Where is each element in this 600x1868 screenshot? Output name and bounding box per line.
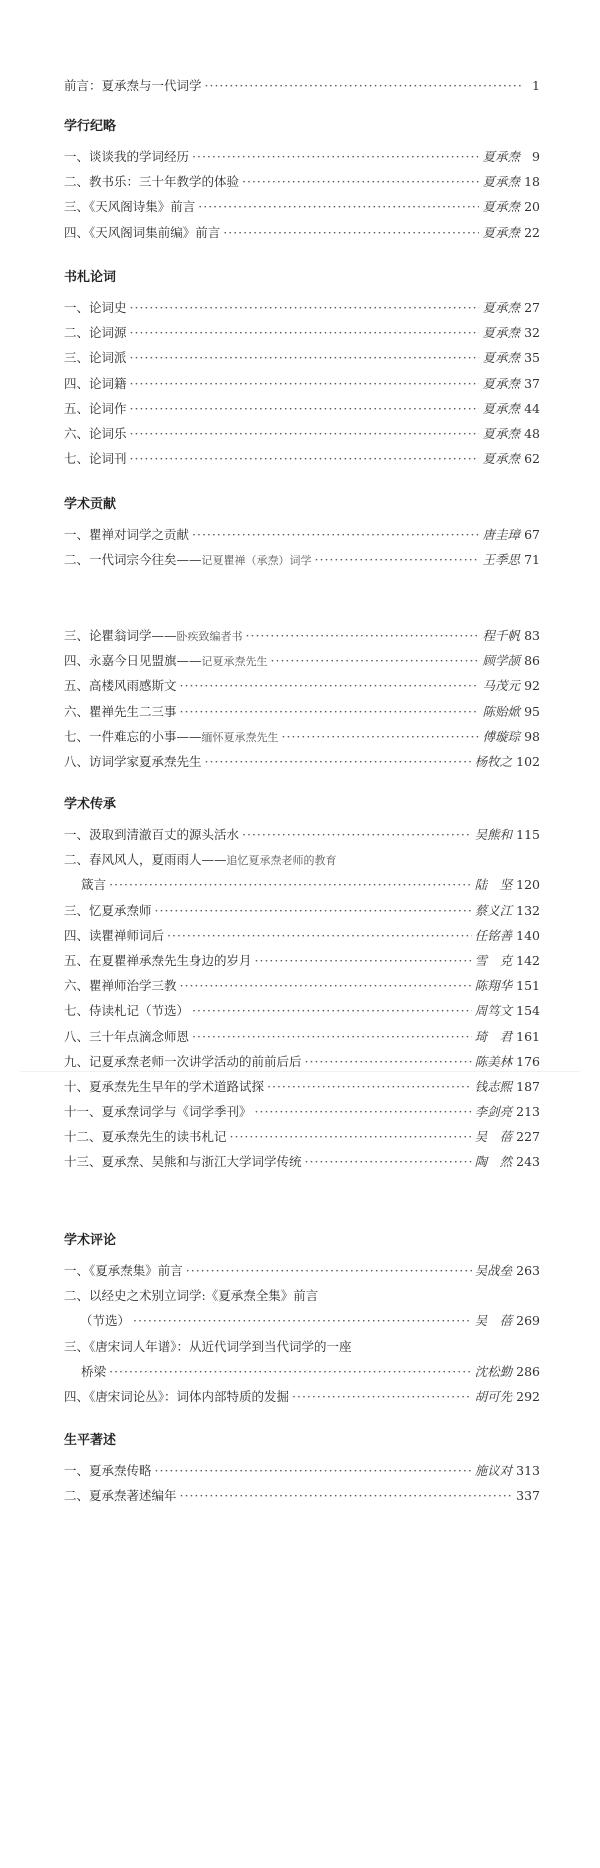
section-xueshu-pinglun <box>64 1231 540 1409</box>
entry-title: 五、在夏瞿禅承焘先生身边的岁月 <box>64 952 252 968</box>
section-heading: 学术评论 <box>64 1233 117 1248</box>
leader-dots <box>167 923 472 948</box>
entry-page: 286 <box>516 1363 540 1379</box>
leader-dots <box>192 1024 472 1049</box>
toc-entry[interactable] <box>64 648 540 673</box>
toc-entry[interactable] <box>64 1124 540 1149</box>
entry-author: 陈美林 <box>474 1053 513 1069</box>
toc-entry[interactable] <box>64 220 540 245</box>
entry-page: 83 <box>524 628 540 643</box>
entry-author: 琦 君 <box>474 1028 513 1044</box>
entry-author: 周笃文 <box>474 1003 513 1019</box>
entry-title: 前言：夏承焘与一代词学 <box>64 78 202 93</box>
entry-subtitle: 追忆夏承焘老师的教育 <box>226 854 337 868</box>
toc-entry[interactable] <box>64 547 540 572</box>
entry-title: 三、《天风阁诗集》前言 <box>64 199 196 215</box>
entry-title: 一、论词史 <box>64 300 127 315</box>
entry-author: 马茂元 <box>482 678 520 694</box>
entry-page: 98 <box>524 728 540 744</box>
entry-page: 20 <box>524 199 540 215</box>
entry-title: 六、瞿禅先生二三事 <box>64 703 177 719</box>
section-heading: 书札论词 <box>64 270 117 285</box>
leader-dots <box>130 345 480 370</box>
entry-page: 243 <box>516 1154 540 1170</box>
entry-title: 二、论词源 <box>64 325 127 341</box>
entry-title: （节选） <box>79 1313 130 1329</box>
entry-author: 钱志熙 <box>474 1078 513 1094</box>
toc-entry[interactable] <box>64 396 540 421</box>
entry-author: 陆 坚 <box>474 877 513 893</box>
toc-entry[interactable] <box>64 872 540 897</box>
entry-title: 四、《唐宋词论丛》：词体内部特质的发掘 <box>64 1388 290 1404</box>
toc-entry[interactable] <box>64 1384 540 1409</box>
entry-title: 五、论词作 <box>64 400 127 416</box>
leader-dots <box>305 1049 472 1074</box>
entry-title: 七、侍读札记（节选） <box>64 1003 190 1019</box>
entry-author: 陈贻焮 <box>482 703 520 719</box>
entry-page: 115 <box>516 827 540 842</box>
entry-page: 337 <box>516 1488 540 1504</box>
leader-dots <box>230 1124 472 1149</box>
entry-page: 176 <box>516 1053 540 1069</box>
leader-dots <box>186 1258 472 1283</box>
entry-page: 86 <box>524 653 540 669</box>
toc-entry[interactable] <box>64 1283 540 1308</box>
entry-title: 五、高楼风雨感斯文 <box>64 678 177 694</box>
toc-entry[interactable] <box>64 421 540 446</box>
toc-entry[interactable] <box>64 295 540 320</box>
toc-entry[interactable] <box>64 1074 540 1099</box>
toc-entry[interactable] <box>64 1308 540 1333</box>
leader-dots <box>315 547 480 572</box>
toc-entry[interactable] <box>64 1334 540 1359</box>
entry-page: 67 <box>524 527 540 542</box>
entry-title: 八、访词学家夏承焘先生 <box>64 753 202 769</box>
entry-author: 夏承焘 <box>482 199 520 215</box>
entry-author: 唐圭璋 <box>482 527 520 542</box>
leader-dots <box>267 1074 472 1099</box>
leader-dots <box>282 724 480 749</box>
toc-entry[interactable] <box>64 749 540 774</box>
toc-entry[interactable] <box>64 320 540 345</box>
leader-dots <box>155 1458 472 1483</box>
leader-dots <box>198 194 479 219</box>
leader-dots <box>242 169 479 194</box>
entry-title: 桥梁 <box>81 1363 107 1379</box>
toc-entry[interactable] <box>64 699 540 724</box>
leader-dots <box>242 822 472 847</box>
entry-title: 四、论词籍 <box>64 375 127 391</box>
leader-dots <box>180 699 480 724</box>
leader-dots <box>255 948 472 973</box>
entry-author: 夏承焘 <box>482 224 520 240</box>
entry-page: 263 <box>516 1263 540 1278</box>
toc-entry[interactable] <box>64 1049 540 1074</box>
entry-title: 箴言 <box>81 877 107 893</box>
leader-dots <box>133 1308 472 1333</box>
leader-dots <box>180 973 472 998</box>
leader-dots <box>155 898 472 923</box>
section-heading: 学行纪略 <box>64 119 117 134</box>
entry-title: 二、以经史之术别立词学:《夏承焘全集》前言 <box>64 1288 319 1304</box>
entry-author: 夏承焘 <box>482 174 520 190</box>
entry-page: 48 <box>524 425 540 441</box>
toc-entry[interactable] <box>64 898 540 923</box>
section-xueshu-gongxian-continued <box>64 623 540 774</box>
toc-entry[interactable] <box>64 1458 540 1483</box>
entry-page: 35 <box>524 350 540 366</box>
entry-page: 292 <box>516 1388 540 1404</box>
entry-subtitle: 缅怀夏承焘先生 <box>201 730 279 744</box>
leader-dots <box>180 1483 514 1508</box>
leader-dots <box>271 648 480 673</box>
leader-dots <box>246 623 480 648</box>
entry-author: 王季思 <box>482 552 520 568</box>
entry-author: 吴战垒 <box>474 1263 513 1278</box>
toc-entry[interactable] <box>64 345 540 370</box>
section-xuexing-jilue <box>64 117 540 245</box>
toc-entry[interactable] <box>64 1258 540 1283</box>
entry-title: 二、春风风人，夏雨雨人—— <box>64 852 227 868</box>
leader-dots <box>205 749 472 774</box>
entry-page: 120 <box>516 877 540 893</box>
entry-author: 夏承焘 <box>482 451 520 467</box>
entry-page: 227 <box>516 1129 540 1145</box>
entry-page: 213 <box>516 1104 540 1120</box>
entry-author: 雪 克 <box>474 952 513 968</box>
toc-entry[interactable] <box>64 948 540 973</box>
section-xueshu-gongxian <box>64 495 540 572</box>
entry-page: 1 <box>532 78 540 93</box>
entry-author: 陈翔华 <box>474 978 513 994</box>
toc-entry[interactable] <box>64 724 540 749</box>
entry-author: 夏承焘 <box>482 325 520 341</box>
leader-dots <box>205 73 521 98</box>
leader-dots <box>130 371 480 396</box>
toc-entry[interactable] <box>64 446 540 471</box>
toc-entry[interactable] <box>64 847 540 872</box>
entry-title: 二、教书乐：三十年教学的体验 <box>64 174 240 190</box>
entry-title: 十、夏承焘先生早年的学术道路试探 <box>64 1078 265 1094</box>
toc-entry[interactable] <box>64 623 540 648</box>
toc-entry[interactable] <box>64 522 540 547</box>
leader-dots <box>192 998 472 1023</box>
toc-entry[interactable] <box>64 973 540 998</box>
entry-title: 一、夏承焘传略 <box>64 1463 152 1478</box>
entry-author: 夏承焘 <box>482 425 520 441</box>
entry-title: 六、论词乐 <box>64 425 127 441</box>
entry-page: 95 <box>524 703 540 719</box>
entry-title: 二、夏承焘著述编年 <box>64 1488 177 1504</box>
entry-author: 沈松勤 <box>474 1363 513 1379</box>
entry-page: 92 <box>524 678 540 694</box>
entry-title: 八、三十年点滴念师恩 <box>64 1028 190 1044</box>
entry-author: 程千帆 <box>482 628 520 643</box>
entry-title: 三、论词派 <box>64 350 127 366</box>
entry-title: 六、瞿禅师治学三教 <box>64 978 177 994</box>
leader-dots <box>130 295 480 320</box>
entry-page: 102 <box>516 753 540 769</box>
entry-title: 三、《唐宋词人年谱》：从近代词学到当代词学的一座 <box>64 1338 352 1354</box>
entry-title: 四、读瞿禅师词后 <box>64 927 165 943</box>
entry-author: 夏承焘 <box>482 375 520 391</box>
leader-dots <box>180 673 480 698</box>
entry-page: 151 <box>516 978 540 994</box>
toc-entry[interactable] <box>64 1149 540 1174</box>
leader-dots <box>130 320 480 345</box>
toc-entry[interactable] <box>64 923 540 948</box>
leader-dots <box>109 872 472 897</box>
entry-title: 十一、夏承焘词学与《词学季刊》 <box>64 1104 252 1120</box>
entry-author: 夏承焘 <box>482 400 520 416</box>
entry-subtitle: 记夏承焘先生 <box>201 655 268 669</box>
leader-dots <box>192 522 479 547</box>
toc-entry[interactable] <box>64 1099 540 1124</box>
leader-dots <box>109 1359 472 1384</box>
entry-title: 一、谈谈我的学词经历 <box>64 149 190 164</box>
entry-author: 杨牧之 <box>474 753 513 769</box>
entry-author: 吴 蓓 <box>474 1129 513 1145</box>
entry-title: 十三、夏承焘、吴熊和与浙江大学词学传统 <box>64 1154 302 1170</box>
entry-author: 陶 然 <box>474 1154 513 1170</box>
toc-entry[interactable] <box>64 1024 540 1049</box>
entry-author: 任铭善 <box>474 927 513 943</box>
toc-entry[interactable] <box>64 673 540 698</box>
entry-page: 154 <box>516 1003 540 1019</box>
toc-entry[interactable] <box>64 1483 540 1508</box>
entry-subtitle: 卧疾致编者书 <box>176 630 243 643</box>
entry-title: 四、永嘉今日见盟旗—— <box>64 653 202 669</box>
leader-dots <box>192 144 479 169</box>
leader-dots <box>130 396 480 421</box>
entry-subtitle: 记夏瞿禅（承焘）词学 <box>201 554 312 568</box>
entry-page: 140 <box>516 927 540 943</box>
toc-entry[interactable] <box>64 371 540 396</box>
section-shuzha-lunci <box>64 268 540 471</box>
entry-author: 夏承焘 <box>482 149 520 164</box>
preface-entry[interactable] <box>64 73 540 98</box>
leader-dots <box>130 421 480 446</box>
entry-page: 161 <box>516 1028 540 1044</box>
entry-author: 夏承焘 <box>482 300 520 315</box>
entry-page: 22 <box>524 224 540 240</box>
entry-page: 142 <box>516 952 540 968</box>
entry-page: 27 <box>524 300 540 315</box>
entry-title: 十二、夏承焘先生的读书札记 <box>64 1129 227 1145</box>
entry-title: 七、一件难忘的小事—— <box>64 728 202 744</box>
entry-author: 胡可先 <box>474 1388 513 1404</box>
entry-title: 一、《夏承焘集》前言 <box>64 1263 183 1278</box>
toc-entry[interactable] <box>64 169 540 194</box>
entry-title: 三、忆夏承焘师 <box>64 902 152 918</box>
entry-page: 32 <box>524 325 540 341</box>
entry-page: 18 <box>524 174 540 190</box>
entry-author: 顾学颉 <box>482 653 520 669</box>
entry-page: 269 <box>516 1313 540 1329</box>
section-heading: 学术传承 <box>64 797 117 812</box>
section-shengping-zhushu <box>64 1431 540 1508</box>
leader-dots <box>255 1099 472 1124</box>
toc-entry[interactable] <box>64 194 540 219</box>
entry-author: 李剑亮 <box>474 1104 513 1120</box>
entry-page: 62 <box>524 451 540 467</box>
entry-author: 吴 蓓 <box>474 1313 513 1329</box>
entry-title: 一、汲取到清澈百丈的源头活水 <box>64 827 240 842</box>
entry-author: 吴熊和 <box>474 827 513 842</box>
entry-title: 七、论词刊 <box>64 451 127 467</box>
leader-dots <box>223 220 479 245</box>
toc-entry[interactable] <box>64 144 540 169</box>
entry-page: 313 <box>516 1463 540 1478</box>
section-heading: 生平著述 <box>64 1433 117 1448</box>
toc-entry[interactable] <box>64 998 540 1023</box>
entry-title: 四、《天风阁词集前编》前言 <box>64 224 221 240</box>
entry-author: 夏承焘 <box>482 350 520 366</box>
entry-page: 71 <box>524 552 540 568</box>
section-heading: 学术贡献 <box>64 497 117 512</box>
entry-page: 37 <box>524 375 540 391</box>
leader-dots <box>305 1149 472 1174</box>
entry-title: 九、记夏承焘老师一次讲学活动的前前后后 <box>64 1053 302 1069</box>
entry-title: 三、论瞿翁词学—— <box>64 628 177 643</box>
entry-author: 施议对 <box>474 1463 513 1478</box>
entry-author: 蔡义江 <box>474 902 513 918</box>
entry-author: 傅璇琮 <box>482 728 520 744</box>
entry-page: 187 <box>516 1078 540 1094</box>
toc-entry[interactable] <box>64 822 540 847</box>
entry-page: 132 <box>516 902 540 918</box>
toc-entry[interactable] <box>64 1359 540 1384</box>
leader-dots <box>130 446 480 471</box>
section-xueshu-chuancheng <box>64 795 540 1175</box>
entry-page: 9 <box>532 149 540 164</box>
leader-dots <box>292 1384 472 1409</box>
entry-title: 一、瞿禅对词学之贡献 <box>64 527 190 542</box>
entry-title: 二、一代词宗今往矣—— <box>64 552 202 568</box>
entry-page: 44 <box>524 400 540 416</box>
